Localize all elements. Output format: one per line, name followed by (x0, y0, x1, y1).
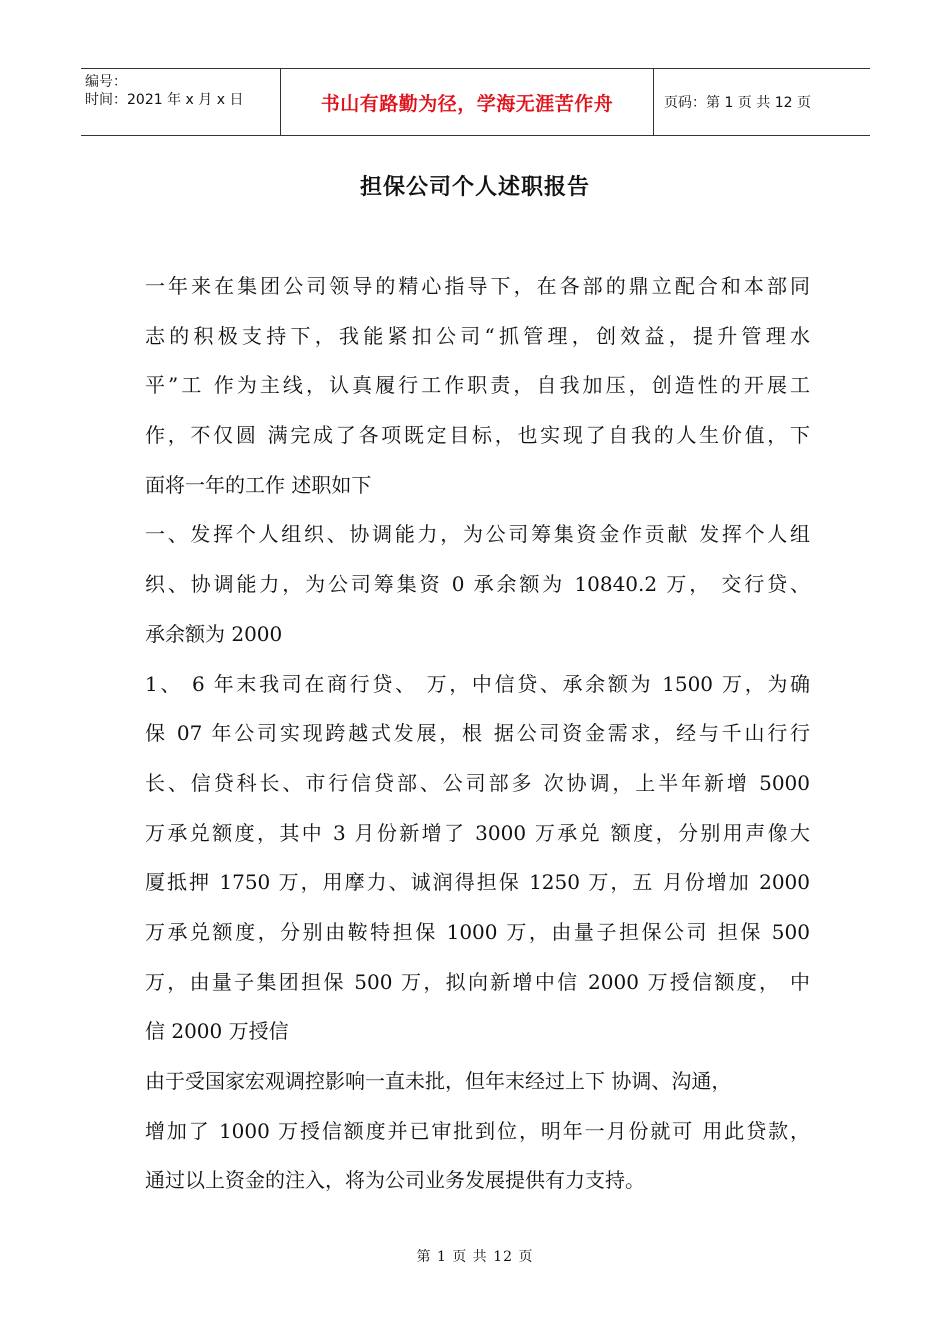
document-body (145, 262, 810, 1206)
body-line: 织、协调能力，为公司筹集资 0 承余额为 10840.2 万， 交行贷、 (145, 572, 810, 597)
document-title: 担保公司个人述职报告 (359, 175, 590, 200)
document-date-label: 时间：2021 年 x 月 x 日 (85, 92, 244, 108)
header-page-cell (654, 69, 870, 135)
body-line: 万承兑额度，其中 3 月份新增了 3000 万承兑 额度，分别用声像大 (145, 820, 810, 845)
document-number-label: 编号： (85, 74, 127, 90)
body-line: 作，不仅圆 满完成了各项既定目标，也实现了自我的人生价值，下 (145, 423, 810, 448)
body-line: 志的积极支持下，我能紧扣公司“抓管理，创效益，提升管理水 (145, 323, 810, 348)
body-line: 万，由量子集团担保 500 万，拟向新增中信 2000 万授信额度， 中 (145, 969, 810, 994)
header-motto: 书山有路勤为径，学海无涯苦作舟 (320, 92, 614, 115)
body-line: 厦抵押 1750 万，用摩力、诚润得担保 1250 万，五 月份增加 2000 (145, 870, 810, 895)
body-line: 万承兑额度，分别由鞍特担保 1000 万，由量子担保公司 担保 500 (145, 919, 810, 944)
page-footer: 第 1 页 共 12 页 (416, 1249, 534, 1265)
header-motto-cell (281, 69, 654, 135)
body-line: 通过以上资金的注入，将为公司业务发展提供有力支持。 (145, 1168, 645, 1193)
body-line: 增加了 1000 万授信额度并已审批到位，明年一月份就可 用此贷款， (145, 1118, 810, 1143)
body-line: 长、信贷科长、市行信贷部、公司部多 次协调，上半年新增 5000 (145, 770, 810, 795)
body-line: 由于受国家宏观调控影响一直未批，但年末经过上下 协调、沟通， (145, 1069, 732, 1093)
body-line: 一、发挥个人组织、协调能力，为公司筹集资金作贡献 发挥个人组 (145, 522, 810, 547)
header-meta-cell (81, 69, 281, 135)
body-line: 保 07 年公司实现跨越式发展，根 据公司资金需求，经与千山行行 (145, 721, 810, 746)
body-line: 面将一年的工作 述职如下 (145, 472, 372, 497)
header-page-info: 页码：第 1 页 共 12 页 (664, 95, 811, 111)
body-line: 一年来在集团公司领导的精心指导下，在各部的鼎立配合和本部同 (145, 274, 810, 298)
body-line: 1、 6 年末我司在商行贷、 万，中信贷、承余额为 1500 万，为确 (145, 671, 810, 696)
body-line: 承余额为 2000 (145, 621, 283, 646)
body-line: 平”工 作为主线，认真履行工作职责，自我加压，创造性的开展工 (145, 373, 810, 398)
header-table (81, 68, 870, 136)
body-line: 信 2000 万授信 (145, 1019, 289, 1044)
